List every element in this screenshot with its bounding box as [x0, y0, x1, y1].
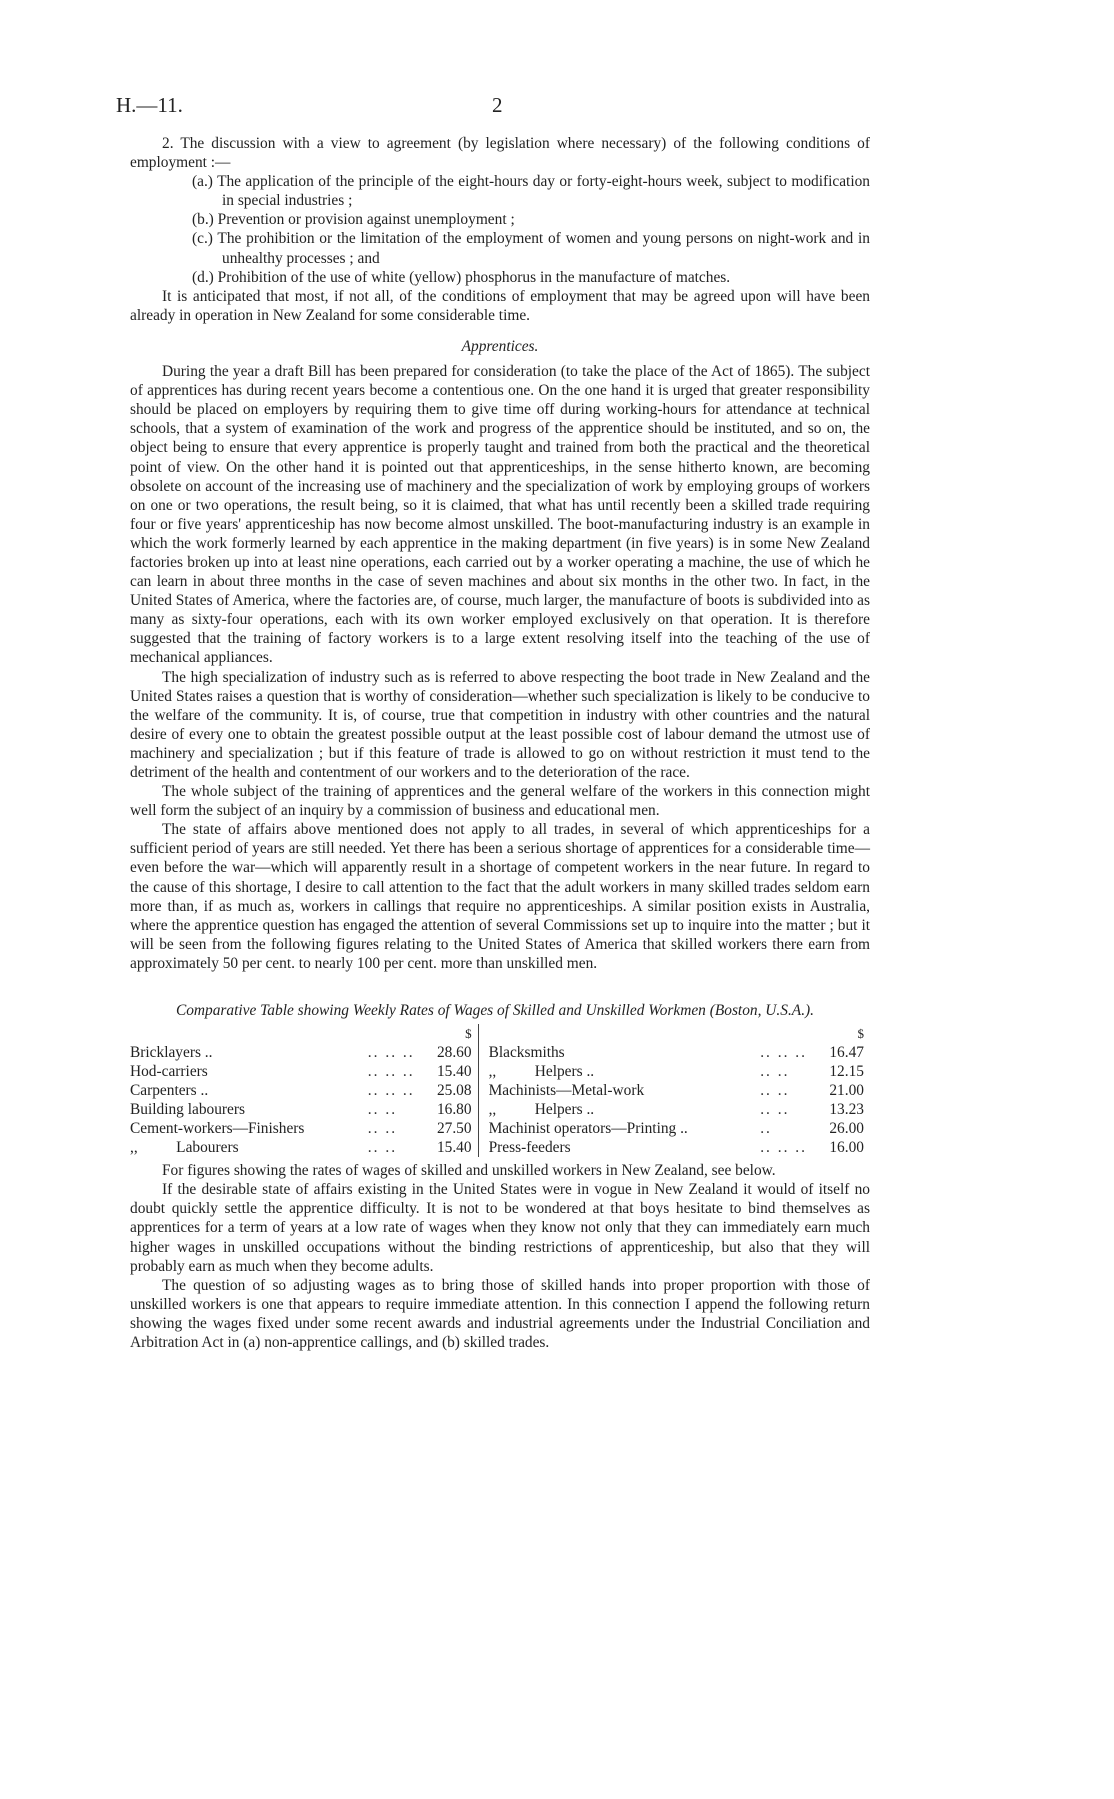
page-number: 2 — [492, 93, 503, 117]
document-page — [116, 93, 870, 1352]
leader-dots: .. .. .. — [367, 1044, 415, 1062]
document-reference: H.—11. — [116, 93, 183, 117]
column-divider — [478, 1062, 489, 1081]
occupation-label: Machinist operators—Printing .. — [488, 1120, 688, 1138]
paragraph: The state of affairs above mentioned does not apply to all trades, in several of which apprenticeships for a sufficient period of years are still needed. Yet there has been a serious shortage of apprentices for a considerable time—even before the war—which will apparently result in a shortage of competent workers in the near future. In regard to the cause of this shortage, I desire to call attention to the fact that the adult workers in many skilled trades seldom earn more than, if as much as, workers in callings that require no apprenticeships. A similar position exists in Australia, where the apprentice question has engaged the attention of several Commissions set up to inquire into the matter ; but it will be seen from the following figures relating to the United States of America that skilled workers there earn from approximately 50 per cent. to nearly 100 per cent. more than unskilled men. — [130, 821, 870, 972]
item-2-intro: 2. The discussion with a view to agreement (by legislation where necessary) of the following conditions of employment :— — [130, 135, 870, 172]
paragraph: During the year a draft Bill has been prepared for consideration (to take the place of the Act of 1865). The subject of apprentices has during recent years become a contentious one. On the one hand it is urged that greater responsibility should be placed on employers by requiring them to give time off during working-hours for attendance at technical schools, that a system of examination of the work and progress of the apprentice should be instituted, and so on, the object being to ensure that every apprentice is properly taught and trained from both the practical and the theoretical point of view. On the other hand it is pointed out that apprenticeships, in the sense hitherto known, are becoming obsolete on account of the increasing use of machinery and the specialization of work by employing groups of workers on one or two operations, the result being, so it is claimed, that what has until recently been a skilled trade requiring four or five years' apprenticeship has now become almost unskilled. The boot-manufacturing industry is an example in which the work formerly learned by each apprentice in the making department (in five years) is in some New Zealand factories broken up into at least nine operations, each carried out by a worker operating a machine, the use of which he can learn in about three months in the case of seven machines and about six months in the other two. In fact, in the United States of America, where the factories are, of course, much larger, the manufacture of boots is subdivided into as many as sixty-four operations, each with its own worker employed exclusively on that operation. It is therefore suggested that the training of factory workers is to a large extent resolving itself into the teaching of the use of mechanical appliances. — [130, 363, 870, 667]
occupation-label: ,, Helpers .. — [488, 1101, 595, 1119]
leader-dots: .. .. .. — [760, 1044, 807, 1062]
closing-section — [130, 1161, 870, 1352]
wage-value: 12.15 — [829, 1063, 864, 1081]
occupation-label: ,, Helpers .. — [488, 1063, 595, 1081]
wage-value: 13.23 — [829, 1101, 864, 1119]
occupation-label: Press-feeders — [488, 1139, 571, 1157]
leader-dots: .. .. .. — [367, 1082, 415, 1100]
currency-row — [130, 1024, 870, 1043]
column-divider — [478, 1119, 489, 1138]
wage-value: 28.60 — [436, 1044, 472, 1062]
wage-value: 25.08 — [436, 1082, 472, 1100]
occupation-label: Building labourers — [130, 1101, 245, 1119]
wage-value: 21.00 — [829, 1082, 864, 1100]
occupation-label: Machinists—Metal-work — [488, 1082, 645, 1100]
currency-symbol: $ — [465, 1026, 472, 1042]
occupation-label: Blacksmiths — [488, 1044, 565, 1062]
occupation-label: Hod-carriers — [130, 1063, 208, 1081]
table-row — [130, 1100, 870, 1119]
page-header — [116, 93, 870, 126]
paragraph: For figures showing the rates of wages of skilled and unskilled workers in New Zealand, see below. — [162, 1162, 776, 1180]
currency-symbol: $ — [857, 1026, 864, 1042]
item-2-section — [130, 134, 870, 325]
occupation-label: Bricklayers .. — [130, 1044, 213, 1062]
section-heading: Apprentices. — [461, 337, 539, 355]
paragraph: If the desirable state of affairs existing in the United States were in vogue in New Zealand it would of itself no doubt quickly settle the apprentice difficulty. It is not to be wondered at that boys hesitate to bind themselves as apprentices for a term of years at a low rate of wages when they know not only that they can immediately earn much higher wages in unskilled occupations without the binding restrictions of apprenticeship, but also that they will probably earn as much when they become adults. — [130, 1181, 870, 1275]
condition-b: (b.) Prevention or provision against unemployment ; — [192, 211, 515, 229]
wage-value: 16.80 — [436, 1101, 472, 1119]
leader-dots: .. .. .. — [367, 1063, 415, 1081]
leader-dots: .. .. — [367, 1139, 398, 1157]
table-row — [130, 1043, 870, 1062]
condition-a: (a.) The application of the principle of the eight-hours day or forty-eight-hours week, subject to modification in special industries ; — [192, 173, 870, 210]
column-divider — [478, 1100, 489, 1119]
leader-dots: .. .. .. — [760, 1139, 807, 1157]
item-2-closing: It is anticipated that most, if not all, of the conditions of employment that may be agreed upon will have been already in operation in New Zealand for some considerable time. — [130, 287, 870, 324]
table-row — [130, 1081, 870, 1100]
occupation-label: Carpenters .. — [130, 1082, 209, 1100]
wage-value: 26.00 — [829, 1120, 864, 1138]
leader-dots: .. .. — [367, 1120, 398, 1138]
condition-d: (d.) Prohibition of the use of white (yellow) phosphorus in the manufacture of matches. — [192, 268, 731, 286]
leader-dots: .. .. — [760, 1101, 790, 1119]
wage-value: 16.47 — [829, 1044, 864, 1062]
condition-c: (c.) The prohibition or the limitation of the employment of women and young persons on night-work and in unhealthy processes ; and — [192, 230, 870, 267]
table-title: Comparative Table showing Weekly Rates of Wages of Skilled and Unskilled Workmen (Boston, U.S.A.). — [175, 1002, 815, 1020]
leader-dots: .. .. — [367, 1101, 398, 1119]
paragraph: The whole subject of the training of apprentices and the general welfare of the workers in this connection might well form the subject of an inquiry by a commission of business and educational men. — [130, 783, 870, 820]
wage-value: 15.40 — [436, 1139, 472, 1157]
column-divider — [478, 1081, 489, 1100]
wage-value: 27.50 — [436, 1120, 472, 1138]
leader-dots: .. .. — [760, 1082, 790, 1100]
table-row — [130, 1062, 870, 1081]
paragraph: The question of so adjusting wages as to bring those of skilled hands into proper proportion with those of unskilled workers is one that appears to require immediate attention. In this connection I append the following return showing the wages fixed under some recent awards and industrial agreements under the Industrial Conciliation and Arbitration Act in (a) non-apprentice callings, and (b) skilled trades. — [130, 1276, 870, 1351]
leader-dots: .. — [760, 1120, 772, 1138]
paragraph: The high specialization of industry such as is referred to above respecting the boot trade in New Zealand and the United States raises a question that is worthy of consideration—whether such specialization is likely to be conducive to the welfare of the community. It is, of course, true that competition in industry with other countries and the natural desire of every one to obtain the greatest possible output at the least possible cost of labour demand the utmost use of machinery and specialization ; but if this feature of trade is allowed to go on without restriction it must tend to the detriment of the health and contentment of our workers and to the deterioration of the race. — [130, 668, 870, 781]
wage-value: 16.00 — [829, 1139, 864, 1157]
leader-dots: .. .. — [760, 1063, 790, 1081]
table-row — [130, 1119, 870, 1138]
occupation-label: Cement-workers—Finishers — [130, 1120, 305, 1138]
column-divider — [478, 1138, 489, 1157]
wage-comparison-table — [130, 1024, 870, 1157]
wage-value: 15.40 — [436, 1063, 472, 1081]
column-divider — [478, 1043, 489, 1062]
table-row — [130, 1138, 870, 1157]
apprentices-section — [130, 337, 870, 973]
occupation-label: ,, Labourers — [130, 1139, 239, 1157]
